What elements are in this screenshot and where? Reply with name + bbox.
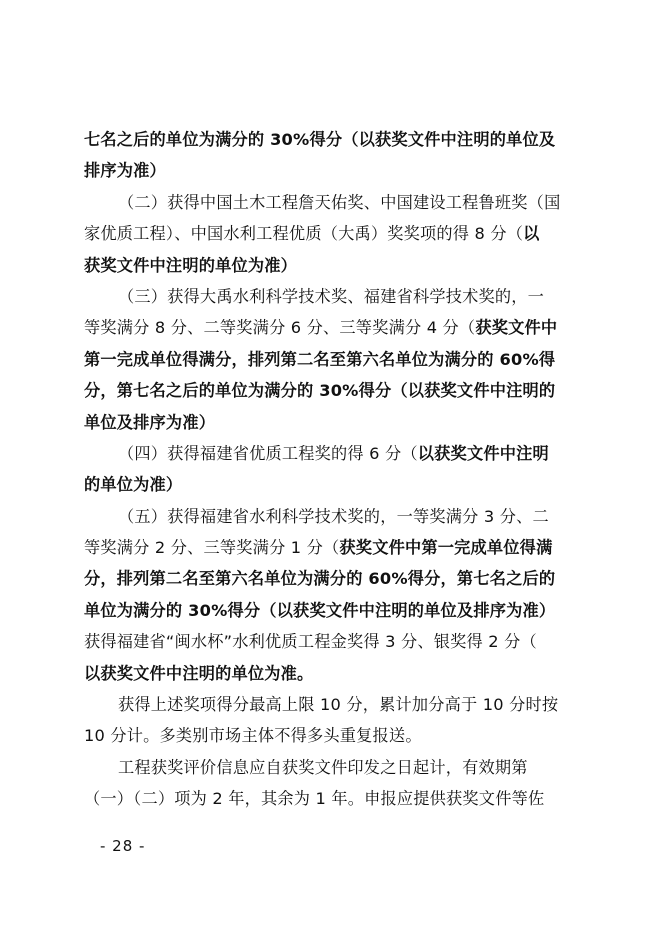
text-line: （一）（二）项为 2 年，其余为 1 年。申报应提供获奖文件等佐	[84, 789, 545, 809]
text-line: 单位为满分的 30%得分（以获奖文件中注明的单位及排序为准）	[84, 600, 556, 620]
text-line: 以获奖文件中注明的单位为准。	[84, 663, 314, 683]
text-line: 等奖满分 8 分、二等奖满分 6 分、三等奖满分 4 分（获奖文件中	[84, 318, 558, 338]
text-line: 工程获奖评价信息应自获奖文件印发之日起计，有效期第	[118, 757, 528, 777]
text-line: （四）获得福建省优质工程奖的得 6 分（以获奖文件中注明	[118, 443, 549, 463]
page-number: - 28 -	[100, 837, 146, 855]
text-line: （三）获得大禹水利科学技术奖、福建省科学技术奖的，一	[118, 286, 545, 306]
text-line: 七名之后的单位为满分的 30%得分（以获奖文件中注明的单位及	[84, 130, 556, 149]
text-line: 的单位为准）	[84, 475, 183, 495]
text-line: 获得上述奖项得分最高上限 10 分，累计加分高于 10 分时按	[118, 695, 559, 715]
text-line: （五）获得福建省水利科学技术奖的，一等奖满分 3 分、二	[118, 506, 549, 526]
text-line: 排序为准）	[84, 161, 166, 181]
text-line: （二）获得中国土木工程詹天佑奖、中国建设工程鲁班奖（国	[118, 192, 561, 212]
text-line: 分，第七名之后的单位为满分的 30%得分（以获奖文件中注明的	[84, 381, 556, 401]
text-line: 获奖文件中注明的单位为准）	[84, 255, 298, 275]
text-line: 10 分计。多类别市场主体不得多头重复报送。	[84, 726, 422, 746]
body-text	[84, 124, 580, 815]
text-line: 等奖满分 2 分、三等奖满分 1 分（获奖文件中第一完成单位得满	[84, 538, 553, 558]
text-line: 分，排列第二名至第六名单位为满分的 60%得分，第七名之后的	[84, 569, 556, 589]
text-line: 第一完成单位得满分，排列第二名至第六名单位为满分的 60%得	[84, 349, 556, 369]
text-line: 家优质工程）、中国水利工程优质（大禹）奖奖项的得 8 分（以	[84, 224, 540, 244]
text-line: 单位及排序为准）	[84, 412, 216, 432]
text-line: 获得福建省“闽水杯”水利优质工程金奖得 3 分、银奖得 2 分（	[84, 632, 537, 652]
